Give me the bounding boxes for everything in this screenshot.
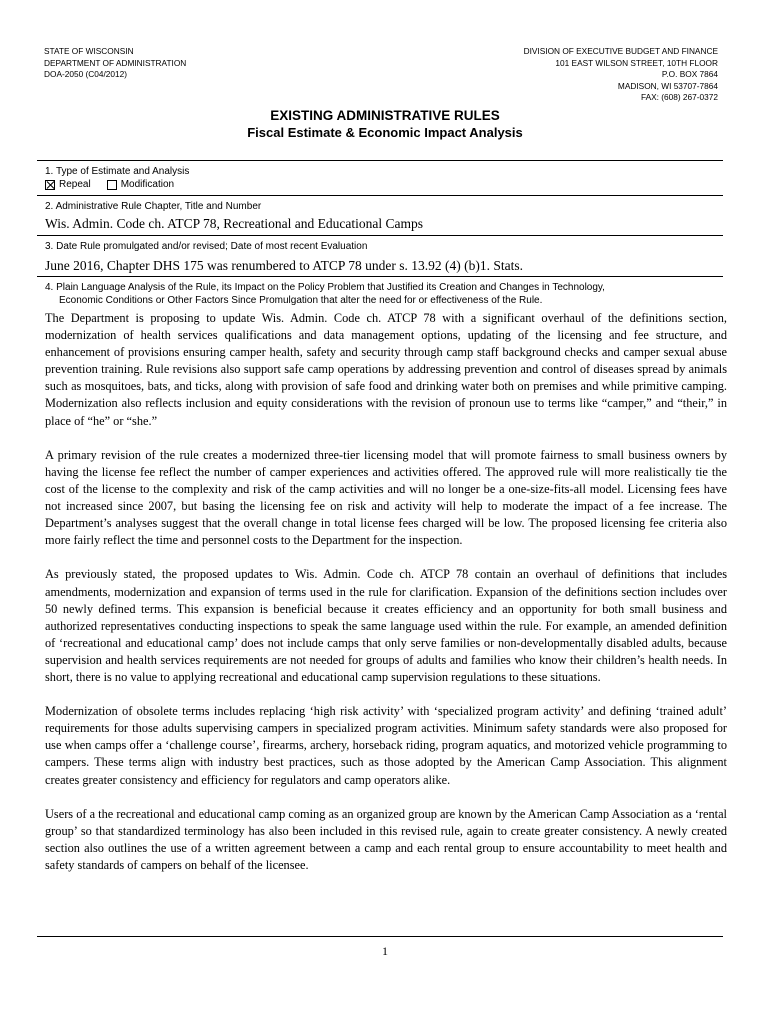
header-left-line: DOA-2050 (C04/2012)	[44, 69, 128, 79]
document-subtitle: Fiscal Estimate & Economic Impact Analysis	[247, 125, 523, 140]
divider	[37, 195, 723, 196]
analysis-paragraph: As previously stated, the proposed updates to Wis. Admin. Code ch. ATCP 78 contain an overhaul of definitions that includes amendments, modernization and expansion of terms used in the rule for clarification. Expansion of the definitions section includes over 50 newly defined terms. This expansion is beneficial because it creates efficiency and an opportunity for both small business and authorized representatives conducting inspections to speak the same language used within the rule. For example, an amended definition of ‘recreational and educational camp’ does not include camps that only serve families or non-developmentally disabled adults, because supervision and health services requirements are not needed for groups of adults and families who know their children’s health needs. In short, there is no value to applying recreational and educational camp supervision regulations to these situations.	[45, 567, 727, 684]
estimate-type-options	[45, 178, 174, 191]
section4-label-line: 4. Plain Language Analysis of the Rule, its Impact on the Policy Problem that Justified its Creation and Changes in Technology,	[45, 282, 605, 293]
header-right-line: DIVISION OF EXECUTIVE BUDGET AND FINANCE	[523, 46, 718, 56]
divider	[37, 235, 723, 236]
header-right-line: P.O. BOX 7864	[661, 69, 718, 79]
header-right-line: 101 EAST WILSON STREET, 10TH FLOOR	[555, 57, 718, 68]
section4-label-line: Economic Conditions or Other Factors Since Promulgation that alter the need for or effectiveness of the Rule.	[59, 295, 543, 306]
section3-label: 3. Date Rule promulgated and/or revised; Date of most recent Evaluation	[45, 241, 368, 252]
header-address	[524, 46, 718, 104]
divider	[37, 936, 723, 937]
analysis-body	[45, 310, 727, 891]
document-title: EXISTING ADMINISTRATIVE RULES	[270, 108, 500, 123]
analysis-paragraph: Modernization of obsolete terms includes replacing ‘high risk activity’ with ‘specialized program activity’ and defining ‘trained adult’ requirements for those adults supervising campers in specialized program activities. Minimum safety standards were also proposed for use when camps offer a ‘challenge course’, firearms, archery, horseback riding, program aquatics, and motorized vehicle programming to campers. These terms align with industry best practices, such as those adopted by the American Camp Association. This alignment creates greater consistency and efficiency for regulators and camp operators alike.	[45, 704, 727, 787]
section4-label	[45, 281, 605, 307]
header-left-line: STATE OF WISCONSIN	[44, 46, 134, 56]
section1-label: 1. Type of Estimate and Analysis	[45, 166, 190, 177]
header-left-line: DEPARTMENT OF ADMINISTRATION	[44, 57, 187, 68]
rule-chapter-value: Wis. Admin. Code ch. ATCP 78, Recreational and Educational Camps	[45, 216, 424, 231]
divider	[37, 276, 723, 277]
section2-label: 2. Administrative Rule Chapter, Title and Number	[45, 201, 262, 212]
repeal-checkbox[interactable]	[45, 180, 55, 190]
modification-checkbox[interactable]	[107, 180, 117, 190]
header-right-line: FAX: (608) 267-0372	[640, 92, 718, 102]
date-promulgated-value: June 2016, Chapter DHS 175 was renumbered to ATCP 78 under s. 13.92 (4) (b)1. Stats.	[45, 258, 523, 273]
modification-label: Modification	[120, 179, 175, 190]
header-right-line: MADISON, WI 53707-7864	[617, 80, 718, 91]
divider	[37, 160, 723, 161]
analysis-paragraph: Users of a the recreational and educational camp coming as an organized group are known by the American Camp Association as a ‘rental group’ so that standardized terminology has also been included in this revised rule, again to create greater consistency. A newly created section also outlines the use of a written agreement between a camp and each rental group to ensure accountability to meet health and safety standards of campers on behalf of the licensee.	[45, 806, 727, 872]
analysis-paragraph: A primary revision of the rule creates a modernized three-tier licensing model that will promote fairness to small business owners by having the license fee reflect the number of camper experiences and activities offered. The approved rule will more realistically tie the cost of the license to the complexity and risk of the camp activities and will no longer be a one-size-fits-all model. Licensing fees have not increased since 2007, but basing the licensing fee on risk and activity will help to moderate the impact of a fee increase. The Department’s analyses suggest that the overall change in total license fees charged will be low. The proposed licensing fee criteria also more fairly reflect the time and personnel costs to the Department for the inspection.	[45, 447, 727, 548]
header-agency	[44, 46, 186, 81]
repeal-label: Repeal	[59, 179, 91, 190]
analysis-paragraph: The Department is proposing to update Wis. Admin. Code ch. ATCP 78 with a significant overhaul of the definitions section, modernization of health services qualifications and data management options, updating of the licensing and fee structure, and enhancement of provisions ensuring camper health, safety and security through camp staff background checks and camper sexual abuse prevention training. Rule revisions also support safe camp operations by addressing prevention and control of diseases spread by animals such as mosquitoes, bats, and ticks, along with provision of safe food and drinking water both on premises and while primitive camping. Modernization also reflects inclusion and equity considerations with the revision of pronoun use to terms like “camper,” and “their,” in place of “he” or “she.”	[45, 311, 727, 428]
page-number: 1	[382, 944, 388, 958]
